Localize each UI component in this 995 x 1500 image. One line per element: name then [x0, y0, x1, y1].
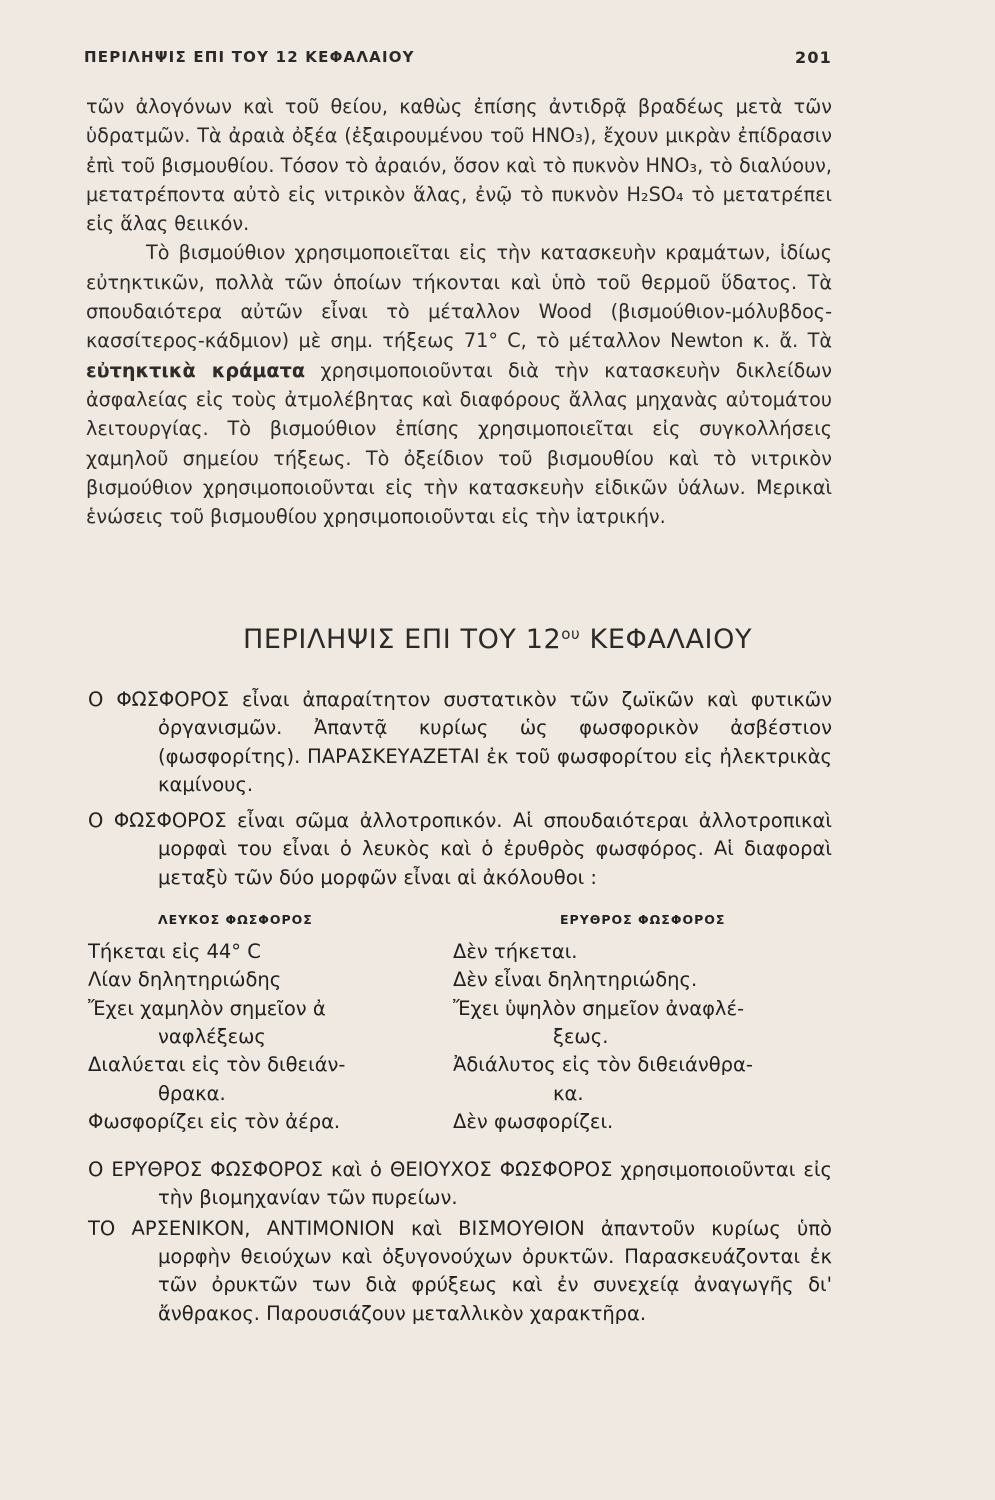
- cell-line: ξεως.: [553, 1024, 609, 1048]
- cell-line: ναφλέξεως: [158, 1024, 266, 1048]
- column-header-red: ΕΡΥΘΡΟΣ ΦΩΣΦΟΡΟΣ: [560, 912, 726, 928]
- cell-line: Ἔχει ὑψηλὸν σημεῖον ἀναφλέ-: [453, 996, 745, 1020]
- paragraph-text: χρησιμοποιοῦνται διὰ τὴν κατασκευὴν δικλείδων ἀσφαλείας εἰς τοὺς ἀτμολέβητας καὶ διαφόρους ἄλλας μηχανὰς αὐτομάτου λειτουργίας. Τὸ βισμούθιον ἐπίσης χρησιμοποιεῖται εἰς συγκολλήσεις χαμηλοῦ σημείου τήξεως. Τὸ ὀξείδιον τοῦ βισμουθίου καὶ τὸ νιτρικὸν βισμούθιον χρησιμοποιοῦνται εἰς τὴν κατασκευὴν εἰδικῶν ὑάλων. Μερικαὶ ἑνώσεις τοῦ βισμουθίου χρησιμοποιοῦνται εἰς τὴν ἰατρικήν.: [86, 358, 832, 529]
- table-cell: [88, 1051, 448, 1108]
- comparison-table: [88, 906, 832, 1156]
- body-text: [86, 92, 832, 531]
- table-cell: [453, 938, 831, 966]
- summary-point-arsenic-antimony-bismuth: ΤΟ ΑΡΣΕΝΙΚΟΝ, ΑΝΤΙΜΟΝΙΟΝ καὶ ΒΙΣΜΟΥΘΙΟΝ ἀπαντοῦν κυρίως ὑπὸ μορφὴν θειούχων καὶ ὀξυγονούχων ὀρυκτῶν. Παρασκευάζονται ἐκ τῶν ὀρυκτῶν των διὰ φρύξεως καὶ ἐν συνεχείᾳ ἀναγωγῆς δι' ἄνθρακος. Παρουσιάζουν μεταλλικὸν χαρακτῆρα.: [88, 1216, 832, 1325]
- cell-line: Φωσφορίζει εἰς τὸν ἀέρα.: [88, 1109, 341, 1133]
- summary-heading: [0, 624, 995, 655]
- cell-line: Λίαν δηλητηριώδης: [88, 968, 282, 992]
- table-cell: [453, 966, 831, 994]
- paragraph-bismuth-uses: [86, 238, 832, 531]
- column-red-phosphorus: [453, 938, 831, 1136]
- heading-text: ΚΕΦΑΛΑΙΟΥ: [580, 624, 753, 655]
- table-cell: [453, 1108, 831, 1136]
- table-cell: [88, 966, 448, 994]
- cell-line: Ἀδιάλυτος εἰς τὸν διθειάνθρα-: [453, 1053, 753, 1077]
- cell-line: Τήκεται εἰς 44° C: [88, 940, 261, 964]
- cell-line: Δὲν τήκεται.: [453, 940, 578, 964]
- bold-term: εὐτηκτικὰ κράματα: [86, 358, 306, 382]
- table-cell: [453, 995, 831, 1052]
- column-white-phosphorus: [88, 938, 448, 1136]
- paragraph-bismuth-reactions: τῶν ἀλογόνων καὶ τοῦ θείου, καθὼς ἐπίσης ἀντιδρᾷ βραδέως μετὰ τῶν ὑδρατμῶν. Τὰ ἀραιὰ ὀξέα (ἐξαιρουμένου τοῦ HNO₃), ἔχουν μικρὰν ἐπίδρασιν ἐπὶ τοῦ βισμουθίου. Τόσον τὸ ἀραιόν, ὅσον καὶ τὸ πυκνὸν HNO₃, τὸ διαλύουν, μετατρέποντα αὐτὸ εἰς νιτρικὸν ἅλας, ἐνῷ τὸ πυκνὸν H₂SO₄ τὸ μετατρέπει εἰς ἅλας θειικόν.: [86, 95, 832, 236]
- summary-section: [88, 686, 832, 1328]
- table-cell: [88, 995, 448, 1052]
- table-cell: [453, 1051, 831, 1108]
- cell-line: Δὲν εἶναι δηλητηριώδης.: [453, 968, 698, 992]
- heading-ordinal: ου: [561, 625, 581, 643]
- cell-line: Διαλύεται εἰς τὸν διθειάν-: [88, 1053, 346, 1077]
- cell-line: Ἔχει χαμηλὸν σημεῖον ἀ: [88, 996, 326, 1020]
- cell-line: κα.: [553, 1081, 584, 1105]
- running-header: [84, 44, 832, 70]
- running-title: ΠΕΡΙΛΗΨΙΣ ΕΠΙ ΤΟΥ 12 ΚΕΦΑΛΑΙΟΥ: [84, 48, 415, 66]
- heading-text: ΠΕΡΙΛΗΨΙΣ ΕΠΙ ΤΟΥ 12: [242, 624, 562, 655]
- summary-point-allotropes: Ο ΦΩΣΦΟΡΟΣ εἶναι σῶμα ἀλλοτροπικόν. Αἱ σπουδαιότεραι ἀλλοτροπικαὶ μορφαὶ του εἶναι ὁ λευκὸς καὶ ὁ ἐρυθρὸς φωσφόρος. Αἱ διαφοραὶ μεταξὺ τῶν δύο μορφῶν εἶναι αἱ ἀκόλουθοι :: [88, 809, 832, 889]
- summary-point-phosphorus-occurrence: Ο ΦΩΣΦΟΡΟΣ εἶναι ἀπαραίτητον συστατικὸν τῶν ζωϊκῶν καὶ φυτικῶν ὀργανισμῶν. Ἀπαντᾷ κυρίως ὡς φωσφορικὸν ἀσβέστιον (φωσφορίτης). ΠΑΡΑΣΚΕΥΑΖΕΤΑΙ ἐκ τοῦ φωσφορίτου εἰς ἠλεκτρικὰς καμίνους.: [88, 688, 832, 796]
- cell-line: Δὲν φωσφορίζει.: [453, 1109, 614, 1133]
- paragraph-text: Τὸ βισμούθιον χρησιμοποιεῖται εἰς τὴν κατασκευὴν κραμάτων, ἰδίως εὐτηκτικῶν, πολλὰ τῶν ὁποίων τήκονται καὶ ὑπὸ τοῦ θερμοῦ ὕδατος. Τὰ σπουδαιότερα αὐτῶν εἶναι τὸ μέταλλον Wood (βισμούθιον-μόλυβδος-κασσίτερος-κάδμιον) μὲ σημ. τήξεως 71° C, τὸ μέταλλον Newton κ. ἄ. Τὰ: [86, 241, 832, 353]
- page-number: 201: [795, 48, 832, 67]
- column-header-white: ΛΕΥΚΟΣ ΦΩΣΦΟΡΟΣ: [158, 912, 313, 928]
- summary-point-red-phosphorus-uses: Ο ΕΡΥΘΡΟΣ ΦΩΣΦΟΡΟΣ καὶ ὁ ΘΕΙΟΥΧΟΣ ΦΩΣΦΟΡΟΣ χρησιμοποιοῦνται εἰς τὴν βιομηχανίαν τῶν πυρείων.: [88, 1158, 832, 1210]
- table-cell: [88, 938, 448, 966]
- table-cell: [88, 1108, 448, 1136]
- cell-line: θρακα.: [158, 1081, 226, 1105]
